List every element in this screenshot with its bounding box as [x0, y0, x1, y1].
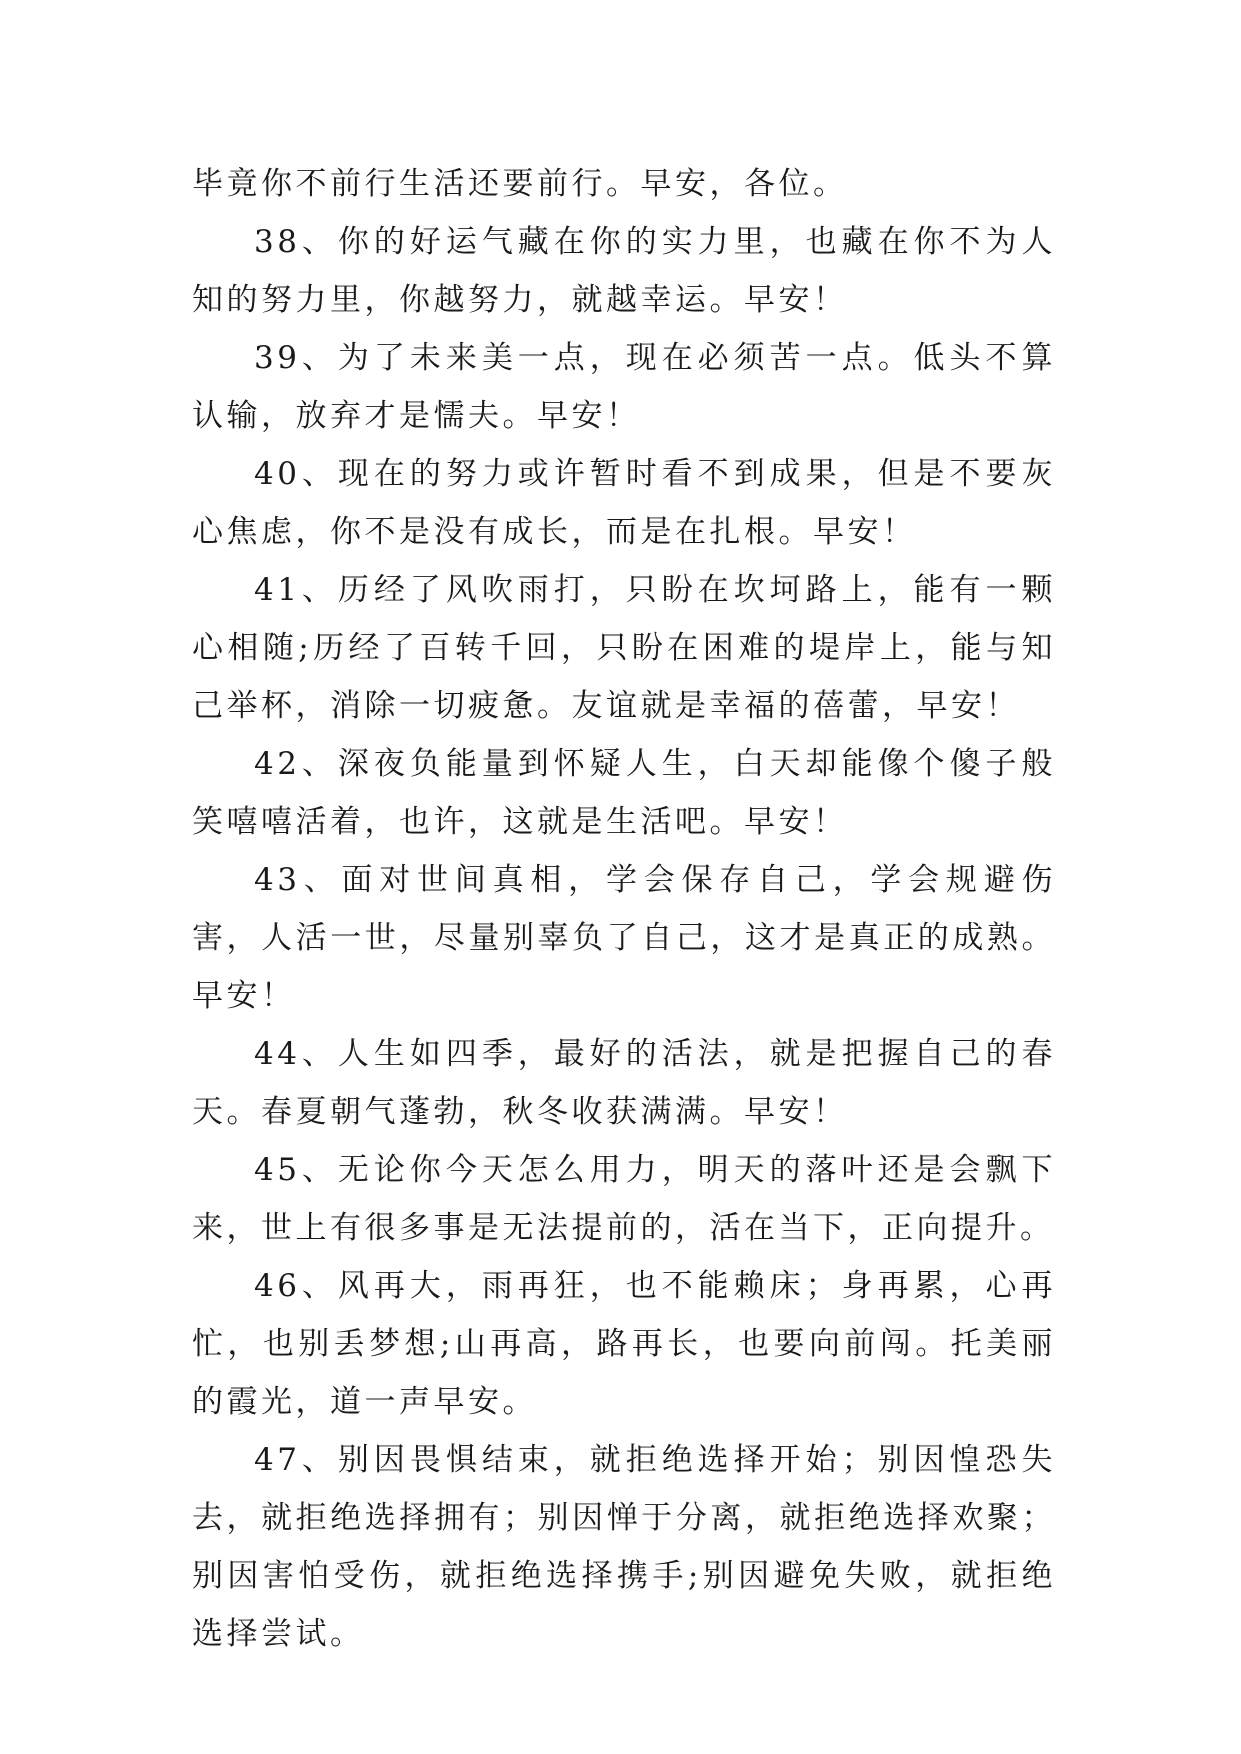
- document-body: [192, 155, 1056, 1663]
- paragraph-39: 39、为了未来美一点，现在必须苦一点。低头不算认输，放弃才是懦夫。早安！: [192, 340, 1056, 434]
- paragraph-45: 45、无论你今天怎么用力，明天的落叶还是会飘下来，世上有很多事是无法提前的，活在当下，正向提升。: [192, 1152, 1056, 1246]
- paragraph-42: 42、深夜负能量到怀疑人生，白天却能像个傻子般笑嘻嘻活着，也许，这就是生活吧。早安！: [192, 746, 1056, 840]
- paragraph-43: 43、面对世间真相，学会保存自己，学会规避伤害，人活一世，尽量别辜负了自己，这才是真正的成熟。早安！: [192, 862, 1056, 1014]
- paragraph-37-continuation: 毕竟你不前行生活还要前行。早安，各位。: [192, 166, 848, 202]
- paragraph-40: 40、现在的努力或许暂时看不到成果，但是不要灰心焦虑，你不是没有成长，而是在扎根。早安！: [192, 456, 1056, 550]
- paragraph-44: 44、人生如四季，最好的活法，就是把握自己的春天。春夏朝气蓬勃，秋冬收获满满。早安！: [192, 1036, 1056, 1130]
- paragraph-38: 38、你的好运气藏在你的实力里，也藏在你不为人知的努力里，你越努力，就越幸运。早安！: [192, 224, 1056, 318]
- paragraph-46: 46、风再大，雨再狂，也不能赖床；身再累，心再忙，也别丢梦想;山再高，路再长，也要向前闯。托美丽的霞光，道一声早安。: [192, 1268, 1056, 1420]
- paragraph-47: 47、别因畏惧结束，就拒绝选择开始；别因惶恐失去，就拒绝选择拥有；别因惮于分离，就拒绝选择欢聚；别因害怕受伤，就拒绝选择携手;别因避免失败，就拒绝选择尝试。: [192, 1442, 1056, 1652]
- paragraph-41: 41、历经了风吹雨打，只盼在坎坷路上，能有一颗心相随;历经了百转千回，只盼在困难的堤岸上，能与知己举杯，消除一切疲惫。友谊就是幸福的蓓蕾，早安！: [192, 572, 1056, 724]
